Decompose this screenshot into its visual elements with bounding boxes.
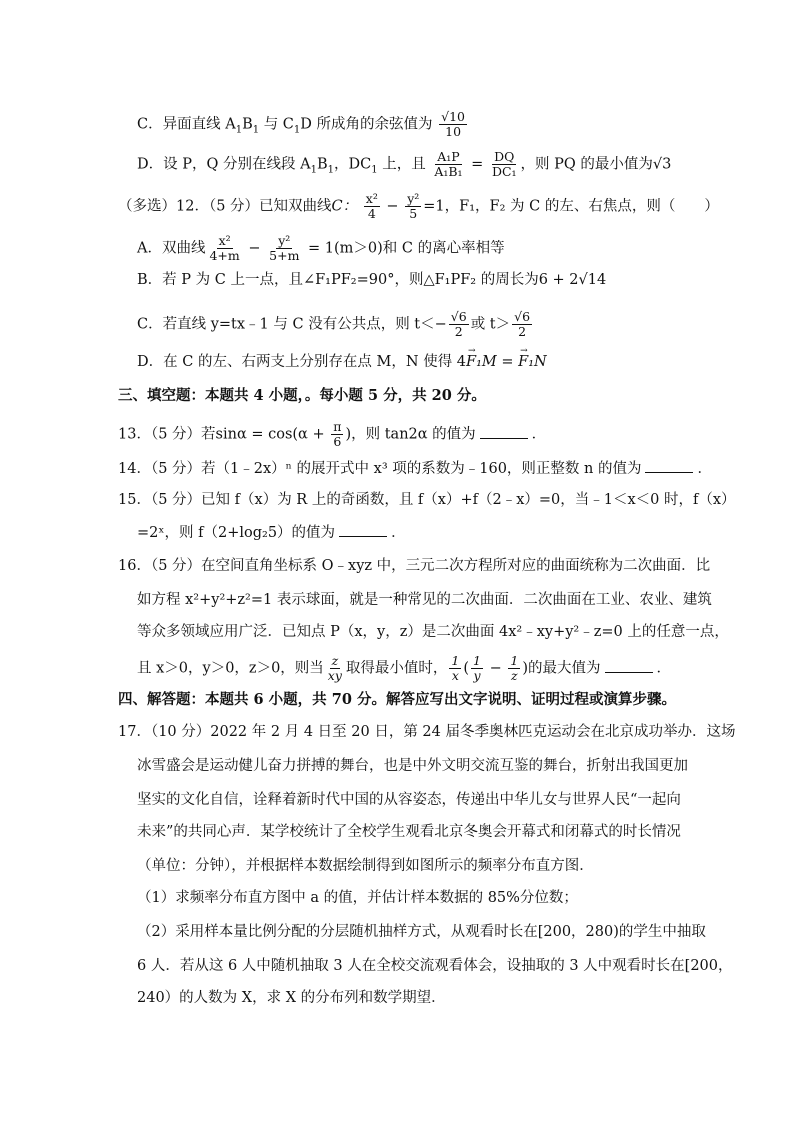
section-heading-3: 三、填空题：本题共 4 小题，。每小题 5 分，共 20 分。 (118, 387, 486, 404)
denominator: DC₁ (491, 164, 517, 179)
denominator: xy (327, 668, 342, 683)
question-16-line-3: 等众多领域应用广泛．已知点 P（x，y，z）是二次曲面 4x²﹣xy+y²﹣z=0 上的任意一点， (137, 624, 729, 640)
fraction (512, 310, 532, 339)
text: 且 x＞0，y＞0，z＞0，则当 (137, 660, 324, 677)
option-12c (137, 310, 534, 339)
denominator: 2 (454, 324, 463, 339)
question-17-line-2: 冰雪盛会是运动健儿奋力拼搏的舞台，也是中外文明交流互鉴的舞台，折射出我国更加 (137, 758, 688, 774)
text: B (316, 156, 328, 173)
numerator: A₁P (437, 149, 460, 164)
numerator: 1 (510, 653, 519, 668)
sub: 1 (293, 124, 301, 136)
denominator: 5 (409, 206, 418, 221)
fraction (449, 654, 461, 683)
numerator: π (333, 419, 342, 434)
text: − (243, 240, 266, 257)
sub: 1 (252, 124, 260, 136)
fraction (439, 110, 467, 139)
numerator: √6 (450, 309, 467, 324)
fraction (471, 654, 483, 683)
denominator: A₁B₁ (434, 164, 463, 179)
denominator: 6 (333, 434, 342, 449)
option-12b (137, 270, 606, 290)
fraction (432, 150, 464, 179)
text: − (381, 198, 404, 215)
question-15-line-1: 15．（5 分）已知 f（x）为 R 上的奇函数，且 f（x）+f（2﹣x）=0，当﹣1＜x＜0 时，f（x） (118, 492, 736, 508)
question-17-part-2-line-3: 240）的人数为 X，求 X 的分布列和数学期望． (137, 990, 446, 1006)
fraction (490, 150, 519, 179)
numerator: z (331, 653, 339, 668)
numerator: x² (365, 191, 378, 206)
question-17-line-3: 坚实的文化自信，诠释着新时代中国的从容姿态，传递出中华儿女与世界人民“一起向 (137, 792, 681, 808)
text: )的最大值为 (522, 660, 601, 677)
text: ，DC (333, 156, 372, 173)
denominator: z (511, 668, 518, 683)
numerator: y² (278, 233, 291, 248)
question-13: 13．（5 分）若sinα = cos(α + $\frac{\pi}{6}$ )，则 tan2α 的值为 ． (118, 419, 547, 449)
sub: 1 (310, 164, 317, 176)
option-11c (137, 110, 469, 139)
text: ，则 PQ 的最小值为√3 (520, 156, 672, 173)
numerator: x² (218, 233, 231, 248)
question-17-part-1: （1）求频率分布直方图中 a 的值，并估计样本数据的 85%分位数； (137, 890, 578, 906)
text: )，则 tan2α 的值为 (345, 426, 476, 443)
text: D．在 C 的左、右两支上分别存在点 M，N 使得 4 (137, 354, 467, 370)
question-15-line-2: =2ˣ，则 f（2+log₂5）的值为 ． (137, 522, 406, 543)
sub: 1 (327, 164, 334, 176)
text: （多选）12．（5 分）已知双曲线 (118, 198, 332, 215)
text: ( (463, 660, 470, 677)
numerator: 1 (473, 653, 481, 668)
question-16-line-2: 如方程 x²+y²+z²=1 表示球面，就是一种常见的二次曲面．二次曲面在工业、农业、建筑 (137, 592, 712, 608)
question-14: 14．（5 分）若（1﹣2x）ⁿ 的展开式中 x³ 项的系数为﹣160，则正整数 n 的值为 ． (118, 458, 712, 479)
text: A．双曲线 (137, 240, 206, 257)
answer-blank[interactable] (339, 522, 387, 537)
question-16-line-1: 16．（5 分）在空间直角坐标系 O﹣xyz 中，三元二次方程所对应的曲面统称为二次曲面．比 (118, 558, 711, 574)
numerator: √10 (441, 109, 466, 124)
text: 13．（5 分）若sinα = cos(α + (118, 426, 330, 443)
denominator: y (473, 668, 481, 683)
text: C．若直线 y=tx﹣1 与 C 没有公共点，则 t＜− (137, 316, 447, 333)
option-12d (137, 352, 547, 372)
option-12a (137, 234, 505, 263)
question-17-line-5: （单位：分钟），并根据样本数据绘制得到如图所示的频率分布直方图． (137, 858, 594, 874)
text: 上，且 (377, 156, 426, 173)
answer-blank[interactable] (605, 658, 653, 673)
answer-blank[interactable] (480, 424, 528, 439)
text: D 所成角的余弦值为 (300, 116, 433, 133)
text: 或 t＞ (470, 316, 511, 333)
question-17-part-2-line-1: （2）采用样本量比例分配的分层随机抽样方式，从观看时长在[200，280)的学生中抽取 (137, 924, 706, 940)
question-17-line-1: 17．（10 分）2022 年 2 月 4 日至 20 日，第 24 届冬季奥林匹克运动会在北京成功举办．这场 (118, 724, 736, 740)
text: = (496, 354, 519, 370)
fraction (331, 420, 343, 449)
text: = 1(m＞0)和 C 的离心率相等 (303, 240, 505, 257)
question-12 (118, 192, 719, 221)
denominator: x (451, 668, 459, 683)
text: C．异面直线 A (137, 116, 236, 133)
answer-blank[interactable] (645, 458, 693, 473)
text: =2ˣ，则 f（2+log₂5）的值为 (137, 525, 336, 541)
text: 取得最小值时， (345, 660, 448, 677)
text: D．设 P，Q 分别在线段 A (137, 156, 311, 173)
text: − (485, 660, 507, 677)
question-17-part-2-line-2: 6 人．若从这 6 人中随机抽取 3 人在全校交流观看体会，设抽取的 3 人中观看时长在[200， (137, 958, 733, 974)
fraction (326, 654, 344, 683)
vector: → F₁N (518, 352, 547, 372)
fraction (267, 234, 301, 263)
denominator: 10 (445, 124, 462, 139)
fraction (364, 192, 380, 221)
numerator: DQ (494, 149, 515, 164)
sub: 1 (371, 164, 378, 176)
text: B．若 P 为 C 上一点，且∠F₁PF₂=90°，则△F₁PF₂ 的周长为6 + 2√14 (137, 272, 607, 288)
fraction (405, 192, 421, 221)
text: C： (331, 198, 358, 215)
denominator: 2 (518, 324, 527, 339)
section-heading-4: 四、解答题：本题共 6 小题，共 70 分。解答应写出文字说明、证明过程或演算步骤。 (118, 691, 676, 708)
question-17-line-4: 未来”的共同心声．某学校统计了全校学生观看北京冬奥会开幕式和闭幕式的时长情况 (137, 824, 681, 840)
fraction (207, 234, 241, 263)
fraction (449, 310, 469, 339)
question-16-line-4: 且 x＞0，y＞0，z＞0，则当 $\frac{z}{xy}$ 取得最小值时， $\frac{1}{x}$ ( $\frac{1}{y}$ − $\frac{1}{z}$ )的最大值为 ． (137, 653, 671, 683)
text: 与 C (259, 116, 294, 133)
text: 14．（5 分）若（1﹣2x）ⁿ 的展开式中 x³ 项的系数为﹣160，则正整数 n 的值为 (118, 461, 642, 477)
option-11d: D．设 P，Q 分别在线段 $A_1B_1$，$DC_1$ 上，且 $\frac{\text{A₁P}}{\text{A₁B₁}}$ = $\frac{DQ}{\text{DC₁}}$ ，则 PQ 的最小值为√3 (137, 149, 672, 179)
denominator: 4 (367, 206, 376, 221)
denominator: 5+m (269, 248, 300, 263)
numerator: √6 (514, 309, 531, 324)
numerator: y² (407, 191, 420, 206)
numerator: 1 (451, 653, 460, 668)
sub: 1 (235, 124, 243, 136)
fraction (508, 654, 520, 683)
denominator: 4+m (209, 248, 240, 263)
vector: → F₁M (466, 352, 497, 372)
text: =1，F₁，F₂ 为 C 的左、右焦点，则（ ） (423, 198, 719, 215)
text: B (242, 116, 253, 133)
